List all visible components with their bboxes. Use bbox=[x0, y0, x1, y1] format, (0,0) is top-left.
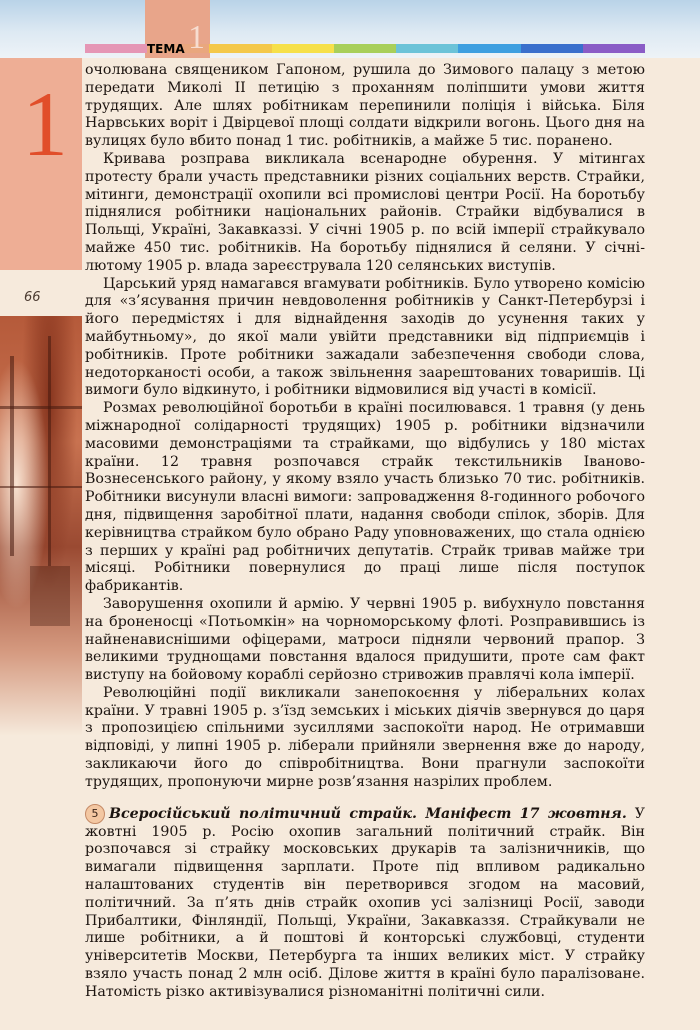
paragraph: Розмах революційної боротьби в країні посилювався. 1 травня (у день міжнародної солідарності трудящих) 1905 р. робітники відзначили масовими демонстраціями та страйками, що відбулись у 180 містах країни. 12 травня розпочався страйк текстильників Іваново-Вознесенського району, у якому взяло участь близько 70 тис. робітників. Робітники висунули власні вимоги: запровадження 8-годинного робочого дня, підвищення заробітної плати, надання свободи спілок, зборів. Для керівництва страйком було обрано Раду уповноважених, що стала однією з перших у країні рад робітничих депутатів. Страйк тривав майже три місяці. Робітники повернулися до праці лише після поступок фабрикантів. bbox=[85, 400, 645, 595]
paragraph: Кривава розправа викликала всенародне обурення. У мітингах протесту брали участь представники різних соціальних верств. Страйки, мітинги, демонстрації охопили всі промислові центри Росії. На боротьбу піднялися робітники національних районів. Страйки відбувалися в Польщі, Україні, Закавказзі. У січні 1905 р. по всій імперії страйкувало майже 450 тис. робітників. На боротьбу піднялися й селяни. У січні-лютому 1905 р. влада зареєструвала 120 селянських виступів. bbox=[85, 150, 645, 274]
page-number: 66 bbox=[24, 290, 41, 305]
section-title: Всеросійський політичний страйк. Маніфест 17 жовтня. bbox=[109, 805, 627, 822]
paragraph: Революційні події викликали занепокоєння у ліберальних колах країни. У травні 1905 р. з’їзд земських і міських діячів звернувся до царя з пропозицією спільними зусиллями заспокоїти народ. Не отримавши відповіді, у липні 1905 р. ліберали прийняли звернення вже до народу, закликаючи його до співробітництва. Вони прагнули заспокоїти трудящих, пропонуючи мирне розв’язання назрілих проблем. bbox=[85, 684, 645, 790]
color-stripe bbox=[272, 44, 334, 53]
color-stripe bbox=[458, 44, 520, 53]
page-number-box bbox=[0, 270, 82, 316]
paragraph: очолювана священиком Гапоном, рушила до Зимового палацу з метою передати Миколі ІІ петицію з проханням поліпшити умови життя трудящих. Але шлях робітникам перепинили поліція і війська. Біля Нарвських воріт і Двірцевої площі солдати відкрили вогонь. Цього дня на вулицях було вбито понад 1 тис. робітників, а майже 5 тис. поранено. bbox=[85, 62, 645, 150]
color-stripe bbox=[521, 44, 583, 53]
color-stripe bbox=[334, 44, 396, 53]
section-paragraph bbox=[85, 804, 645, 1002]
factory-photo bbox=[0, 316, 82, 736]
paragraph: Заворушення охопили й армію. У червні 1905 р. вибухнуло повстання на броненосці «Потьомкін» на чорноморському флоті. Розправившись із найненависнішими офіцерами, матроси підняли червоний прапор. З великими труднощами повстання вдалося придушити, проте сам факт виступу на бойовому кораблі серйозно стривожив правлячі кола імперії. bbox=[85, 595, 645, 684]
section-text: У жовтні 1905 р. Росію охопив загальний політичний страйк. Він розпочався зі страйку московських друкарів та залізничників, що вимагали підвищення зарплати. Проте під впливом радикально налаштованих студентів він перетворився згодом на масовий, політичний. За п’ять днів страйк охопив усі залізниці Росії, заводи Прибалтики, Фінляндії, Польщі, України, Закавказзя. Страйкували не лише робітники, а й поштові й конторські службовці, студенти університетів Москви, Петербурга та інших великих міст. У страйку взяло участь понад 2 млн осіб. Ділове життя в країні було паралізоване. Натомість різко активізувалися різноманітні політичні сили. bbox=[85, 805, 645, 1000]
color-stripe bbox=[209, 44, 271, 53]
sidebar bbox=[0, 58, 82, 1030]
color-stripe bbox=[583, 44, 645, 53]
paragraph: Царський уряд намагався вгамувати робітників. Було утворено комісію для «з’ясування причин невдоволення робітників у Санкт-Петербурзі і його передмістях і для віднайдення заходів до усунення таких у майбутньому», до якої мали увійти представники від підприємців і робітників. Проте робітники зажадали забезпечення свободи слова, недоторканості особи, а також звільнення заарештованих товаришів. Ці вимоги було відкинуто, і робітники відмовилися від участі в комісії. bbox=[85, 275, 645, 399]
color-stripe bbox=[85, 44, 147, 53]
section-number-badge: 5 bbox=[85, 804, 105, 824]
chapter-number: 1 bbox=[22, 73, 68, 175]
tema-number: 1 bbox=[188, 19, 205, 56]
chapter-block bbox=[0, 58, 82, 270]
tema-label: ТЕМА bbox=[147, 42, 185, 56]
color-stripe bbox=[396, 44, 458, 53]
main-text bbox=[85, 62, 645, 1002]
